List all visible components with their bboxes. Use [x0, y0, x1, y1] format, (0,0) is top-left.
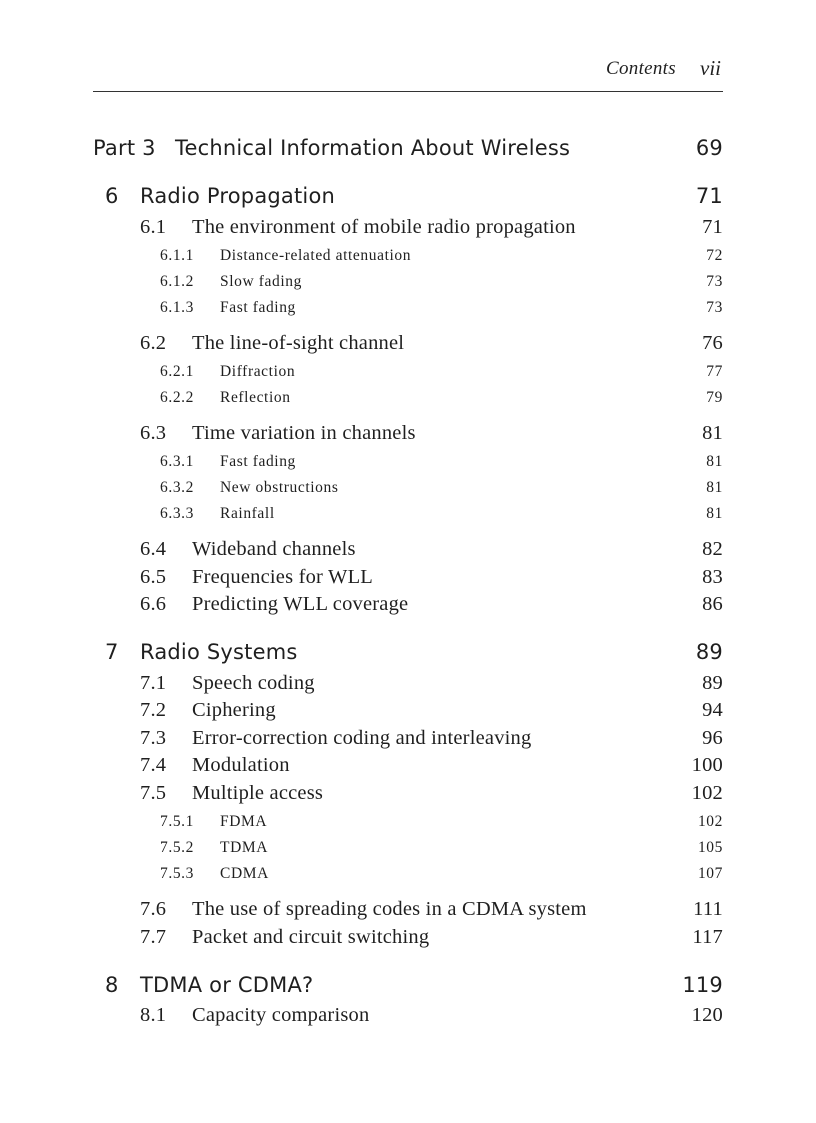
- subsection-page: 73: [706, 299, 723, 316]
- section-title: Frequencies for WLL: [192, 566, 374, 588]
- section-title: The line-of-sight channel: [192, 332, 405, 354]
- part-label: Part 3: [93, 136, 156, 160]
- section-title: Capacity comparison: [192, 1004, 370, 1026]
- subsection-number: 6.3.2: [160, 479, 194, 496]
- subsection-title: Diffraction: [220, 363, 296, 380]
- chapter-page: 89: [695, 640, 723, 664]
- section-page: 96: [702, 727, 723, 749]
- chapter-number: 7: [105, 640, 119, 664]
- subsection-page: 81: [706, 479, 723, 496]
- section-number: 6.2: [140, 332, 167, 354]
- subsection-number: 6.2.1: [160, 363, 194, 380]
- section-number: 7.3: [140, 727, 167, 749]
- section-title: Multiple access: [192, 782, 324, 804]
- subsection-title: Distance-related attenuation: [220, 247, 412, 264]
- chapter-title: TDMA or CDMA?: [140, 973, 314, 997]
- section-title: The use of spreading codes in a CDMA system: [192, 898, 587, 920]
- section-title: Predicting WLL coverage: [192, 593, 409, 615]
- header-rule: [93, 91, 723, 92]
- section-page: 111: [693, 898, 723, 920]
- subsection-number: 6.1.3: [160, 299, 194, 316]
- chapter-page: 119: [682, 973, 723, 997]
- subsection-number: 6.3.3: [160, 505, 194, 522]
- subsection-page: 105: [697, 839, 723, 856]
- section-page: 89: [702, 672, 723, 694]
- section-title: Speech coding: [192, 672, 315, 694]
- subsection-title: Fast fading: [220, 453, 296, 470]
- subsection-number: 6.3.1: [160, 453, 194, 470]
- section-number: 7.2: [140, 699, 167, 721]
- section-number: 7.5: [140, 782, 167, 804]
- section-title: Ciphering: [192, 699, 276, 721]
- subsection-page: 72: [706, 247, 723, 264]
- subsection-title: Rainfall: [220, 505, 275, 522]
- section-title: Packet and circuit switching: [192, 926, 430, 948]
- subsection-title: Slow fading: [220, 273, 302, 290]
- section-page: 76: [702, 332, 723, 354]
- part-title: Technical Information About Wireless: [175, 136, 571, 160]
- section-page: 117: [692, 926, 723, 948]
- subsection-page: 102: [697, 813, 723, 830]
- subsection-page: 81: [706, 453, 723, 470]
- subsection-number: 7.5.1: [160, 813, 194, 830]
- section-title: Wideband channels: [192, 538, 356, 560]
- subsection-title: New obstructions: [220, 479, 339, 496]
- section-number: 7.7: [140, 926, 167, 948]
- running-header-page-numeral: vii: [700, 56, 721, 80]
- chapter-number: 8: [105, 973, 119, 997]
- section-number: 6.5: [140, 566, 167, 588]
- running-header-label: Contents: [606, 58, 676, 79]
- section-number: 7.6: [140, 898, 167, 920]
- section-title: Time variation in channels: [192, 422, 416, 444]
- section-number: 7.4: [140, 754, 167, 776]
- section-title: Error-correction coding and interleaving: [192, 727, 532, 749]
- subsection-page: 79: [706, 389, 723, 406]
- subsection-title: Reflection: [220, 389, 291, 406]
- subsection-page: 73: [706, 273, 723, 290]
- part-page: 69: [695, 136, 723, 160]
- chapter-title: Radio Systems: [140, 640, 298, 664]
- subsection-page: 107: [697, 865, 723, 882]
- section-number: 6.1: [140, 216, 167, 238]
- section-page: 81: [702, 422, 723, 444]
- section-page: 83: [702, 566, 723, 588]
- section-number: 7.1: [140, 672, 167, 694]
- section-page: 102: [691, 782, 723, 804]
- chapter-title: Radio Propagation: [140, 184, 336, 208]
- section-page: 82: [702, 538, 723, 560]
- section-page: 100: [691, 754, 723, 776]
- section-page: 94: [702, 699, 723, 721]
- section-page: 86: [702, 593, 723, 615]
- subsection-number: 6.2.2: [160, 389, 194, 406]
- section-title: The environment of mobile radio propagation: [192, 216, 576, 238]
- subsection-number: 7.5.2: [160, 839, 194, 856]
- subsection-page: 77: [706, 363, 723, 380]
- section-title: Modulation: [192, 754, 290, 776]
- section-page: 120: [691, 1004, 723, 1026]
- subsection-page: 81: [706, 505, 723, 522]
- subsection-title: CDMA: [220, 865, 269, 882]
- section-number: 8.1: [140, 1004, 167, 1026]
- subsection-number: 6.1.2: [160, 273, 194, 290]
- section-page: 71: [702, 216, 723, 238]
- subsection-title: TDMA: [220, 839, 269, 856]
- subsection-number: 7.5.3: [160, 865, 194, 882]
- section-number: 6.6: [140, 593, 167, 615]
- section-number: 6.4: [140, 538, 167, 560]
- chapter-page: 71: [695, 184, 723, 208]
- subsection-title: Fast fading: [220, 299, 296, 316]
- section-number: 6.3: [140, 422, 167, 444]
- subsection-title: FDMA: [220, 813, 268, 830]
- chapter-number: 6: [105, 184, 119, 208]
- subsection-number: 6.1.1: [160, 247, 194, 264]
